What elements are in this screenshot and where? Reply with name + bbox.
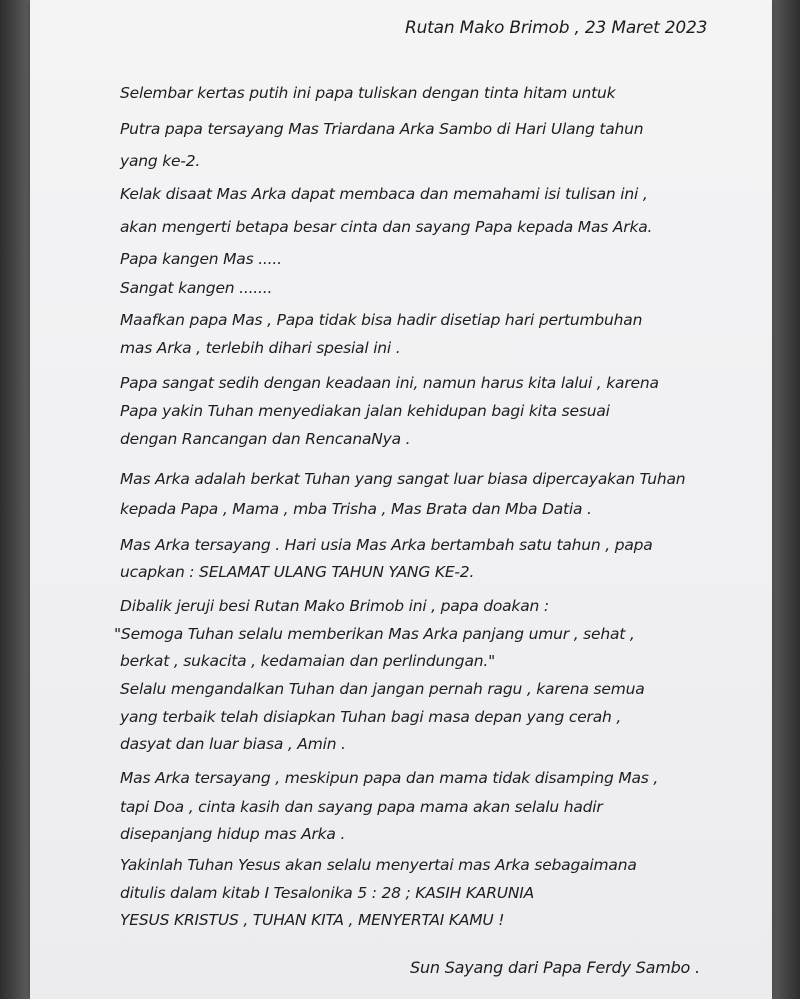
date-line: Rutan Mako Brimob , 23 Maret 2023	[405, 18, 708, 38]
letter-line: Maafkan papa Mas , Papa tidak bisa hadir disetiap hari pertumbuhan	[120, 311, 643, 329]
letter-line: Sangat kangen .......	[120, 279, 273, 297]
letter-paper	[30, 0, 772, 999]
letter-line: "Semoga Tuhan selalu memberikan Mas Arka panjang umur , sehat ,	[114, 625, 635, 643]
letter-line: Papa sangat sedih dengan keadaan ini, namun harus kita lalui , karena	[120, 374, 659, 392]
letter-line: Selembar kertas putih ini papa tuliskan dengan tinta hitam untuk	[120, 84, 616, 102]
letter-line: Dibalik jeruji besi Rutan Mako Brimob ini , papa doakan :	[120, 597, 549, 615]
letter-line: Selalu mengandalkan Tuhan dan jangan pernah ragu , karena semua	[120, 680, 645, 698]
letter-line: Papa yakin Tuhan menyediakan jalan kehidupan bagi kita sesuai	[120, 402, 610, 420]
letter-line: yang terbaik telah disiapkan Tuhan bagi masa depan yang cerah ,	[120, 708, 622, 726]
letter-line: yang ke-2.	[120, 152, 201, 170]
letter-line: Mas Arka tersayang . Hari usia Mas Arka bertambah satu tahun , papa	[120, 536, 653, 554]
letter-line: mas Arka , terlebih dihari spesial ini .	[120, 339, 401, 357]
letter-line: tapi Doa , cinta kasih dan sayang papa mama akan selalu hadir	[120, 798, 603, 816]
letter-line: ucapkan : SELAMAT ULANG TAHUN YANG KE-2.	[120, 563, 475, 581]
letter-line: ditulis dalam kitab I Tesalonika 5 : 28 ; KASIH KARUNIA	[120, 884, 535, 902]
letter-line: disepanjang hidup mas Arka .	[120, 825, 346, 843]
letter-line: kepada Papa , Mama , mba Trisha , Mas Brata dan Mba Datia .	[120, 500, 592, 518]
letter-line: Yakinlah Tuhan Yesus akan selalu menyertai mas Arka sebagaimana	[120, 856, 637, 874]
letter-line: Papa kangen Mas .....	[120, 250, 282, 268]
letter-line: Mas Arka adalah berkat Tuhan yang sangat luar biasa dipercayakan Tuhan	[120, 470, 686, 488]
signature-line: Sun Sayang dari Papa Ferdy Sambo .	[410, 958, 700, 977]
letter-line: dengan Rancangan dan RencanaNya .	[120, 430, 411, 448]
letter-line: YESUS KRISTUS , TUHAN KITA , MENYERTAI KAMU !	[120, 911, 505, 929]
letter-line: berkat , sukacita , kedamaian dan perlindungan."	[120, 652, 496, 670]
letter-line: akan mengerti betapa besar cinta dan sayang Papa kepada Mas Arka.	[120, 218, 653, 236]
letter-line: Kelak disaat Mas Arka dapat membaca dan memahami isi tulisan ini ,	[120, 185, 648, 203]
letter-line: Mas Arka tersayang , meskipun papa dan mama tidak disamping Mas ,	[120, 769, 659, 787]
letter-line: Putra papa tersayang Mas Triardana Arka Sambo di Hari Ulang tahun	[120, 120, 644, 138]
letter-line: dasyat dan luar biasa , Amin .	[120, 735, 346, 753]
